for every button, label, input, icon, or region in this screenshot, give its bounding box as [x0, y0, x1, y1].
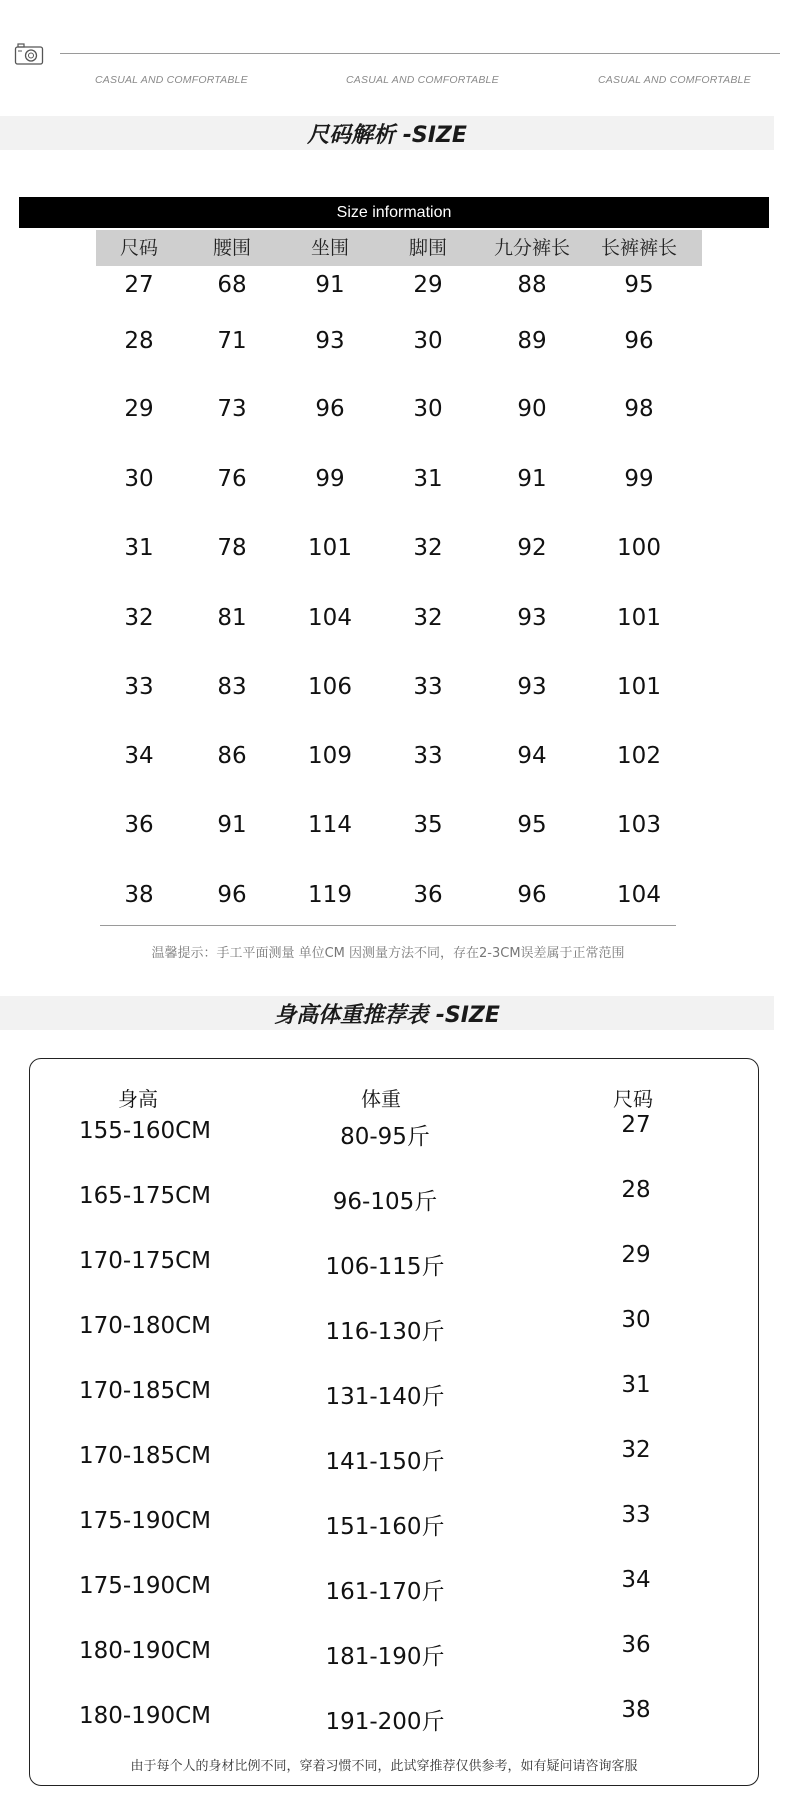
table-cell: 38: [124, 882, 154, 908]
table-cell: 71: [217, 328, 247, 354]
table-row: [0, 1372, 790, 1412]
table-cell: 29: [413, 272, 443, 298]
table-cell: 73: [217, 396, 247, 422]
table-cell: 170-175CM: [78, 1248, 212, 1274]
size-info-bar: Size information: [19, 197, 769, 228]
table-cell: 30: [124, 466, 154, 492]
table-cell: 38: [621, 1697, 651, 1723]
table-cell: 94: [517, 743, 547, 769]
column-header: 尺码: [613, 1087, 653, 1111]
table-row: [0, 1502, 790, 1542]
table-cell: 101: [617, 605, 661, 631]
table-cell: 28: [124, 328, 154, 354]
table-cell: 30: [413, 328, 443, 354]
table-cell: 102: [617, 743, 661, 769]
table-cell: 96: [517, 882, 547, 908]
table-cell: 29: [124, 396, 154, 422]
column-header: 身高: [118, 1087, 158, 1111]
table-cell: 78: [217, 535, 247, 561]
table-cell: 104: [617, 882, 661, 908]
table-cell: 34: [124, 743, 154, 769]
table-cell: 151-160斤: [325, 1514, 445, 1540]
table-cell: 80-95斤: [340, 1124, 430, 1150]
table-cell: 180-190CM: [78, 1638, 212, 1664]
table-cell: 32: [124, 605, 154, 631]
table-cell: 32: [621, 1437, 651, 1463]
table-cell: 92: [517, 535, 547, 561]
table-cell: 91: [315, 272, 345, 298]
table-cell: 30: [413, 396, 443, 422]
table-row: [0, 674, 790, 714]
table-cell: 96: [315, 396, 345, 422]
table-cell: 35: [413, 812, 443, 838]
table-cell: 33: [413, 743, 443, 769]
table-cell: 96: [217, 882, 247, 908]
table-cell: 106-115斤: [325, 1254, 445, 1280]
table-cell: 170-185CM: [78, 1378, 212, 1404]
table-cell: 29: [621, 1242, 651, 1268]
table-cell: 155-160CM: [78, 1118, 212, 1144]
table-cell: 109: [308, 743, 352, 769]
column-header: 腰围: [212, 237, 252, 259]
table-row: [0, 1242, 790, 1282]
column-header: 长裤裤长: [600, 237, 678, 259]
table-cell: 36: [124, 812, 154, 838]
table-cell: 32: [413, 535, 443, 561]
recommend-note: 由于每个人的身材比例不同，穿着习惯不同，此试穿推荐仅供参考，如有疑问请咨询客服: [130, 1759, 638, 1774]
table-cell: 90: [517, 396, 547, 422]
column-header: 九分裤长: [493, 237, 571, 259]
table-cell: 95: [517, 812, 547, 838]
table-cell: 36: [413, 882, 443, 908]
recommend-table-header: [0, 1083, 790, 1111]
table-row: [0, 466, 790, 506]
size-table-header: [96, 230, 702, 266]
table-cell: 101: [617, 674, 661, 700]
table-row: [0, 1112, 790, 1152]
table-cell: 31: [124, 535, 154, 561]
table-cell: 103: [617, 812, 661, 838]
table-cell: 95: [624, 272, 654, 298]
table-cell: 96: [624, 328, 654, 354]
camera-icon: [14, 42, 44, 66]
table-row: [0, 328, 790, 368]
table-row: [0, 882, 790, 922]
table-cell: 98: [624, 396, 654, 422]
table-cell: 93: [517, 605, 547, 631]
table-cell: 106: [308, 674, 352, 700]
table-cell: 86: [217, 743, 247, 769]
table-cell: 91: [517, 466, 547, 492]
size-section-title: 尺码解析 -SIZE: [0, 116, 774, 150]
table-cell: 175-190CM: [78, 1508, 212, 1534]
table-cell: 99: [624, 466, 654, 492]
column-header: 脚围: [408, 237, 448, 259]
tagline: CASUAL AND COMFORTABLE: [95, 74, 248, 86]
table-cell: 114: [308, 812, 352, 838]
size-note: 温馨提示：手工平面测量 单位CM 因测量方法不同，存在2-3CM误差属于正常范围: [151, 946, 625, 961]
table-cell: 181-190斤: [325, 1644, 445, 1670]
table-cell: 175-190CM: [78, 1573, 212, 1599]
table-cell: 27: [124, 272, 154, 298]
table-row: [0, 605, 790, 645]
table-cell: 33: [413, 674, 443, 700]
table-cell: 30: [621, 1307, 651, 1333]
table-cell: 131-140斤: [325, 1384, 445, 1410]
table-cell: 31: [413, 466, 443, 492]
table-row: [0, 1177, 790, 1217]
header-divider: [60, 53, 780, 54]
table-cell: 32: [413, 605, 443, 631]
table-cell: 119: [308, 882, 352, 908]
table-cell: 31: [621, 1372, 651, 1398]
table-cell: 116-130斤: [325, 1319, 445, 1345]
table-cell: 165-175CM: [78, 1183, 212, 1209]
table-cell: 141-150斤: [325, 1449, 445, 1475]
table-cell: 104: [308, 605, 352, 631]
table-cell: 28: [621, 1177, 651, 1203]
table-cell: 101: [308, 535, 352, 561]
tagline: CASUAL AND COMFORTABLE: [598, 74, 751, 86]
table-row: [0, 1437, 790, 1477]
table-cell: 76: [217, 466, 247, 492]
table-cell: 93: [315, 328, 345, 354]
table-cell: 68: [217, 272, 247, 298]
table-cell: 83: [217, 674, 247, 700]
table-cell: 99: [315, 466, 345, 492]
table-cell: 88: [517, 272, 547, 298]
table-cell: 170-185CM: [78, 1443, 212, 1469]
table-cell: 36: [621, 1632, 651, 1658]
tagline: CASUAL AND COMFORTABLE: [346, 74, 499, 86]
table-row: [0, 1567, 790, 1607]
table-cell: 100: [617, 535, 661, 561]
table-cell: 33: [124, 674, 154, 700]
column-header: 尺码: [119, 237, 159, 259]
table-row: [0, 272, 790, 312]
table-cell: 161-170斤: [325, 1579, 445, 1605]
recommend-section-title: 身高体重推荐表 -SIZE: [0, 996, 774, 1030]
recommend-table-box: [29, 1058, 759, 1786]
table-cell: 91: [217, 812, 247, 838]
table-cell: 96-105斤: [332, 1189, 438, 1215]
column-header: 坐围: [310, 237, 350, 259]
table-cell: 170-180CM: [78, 1313, 212, 1339]
size-table-divider: [100, 925, 676, 926]
table-cell: 81: [217, 605, 247, 631]
table-cell: 180-190CM: [78, 1703, 212, 1729]
table-cell: 27: [621, 1112, 651, 1138]
table-row: [0, 1307, 790, 1347]
table-cell: 93: [517, 674, 547, 700]
table-row: [0, 535, 790, 575]
table-cell: 34: [621, 1567, 651, 1593]
table-row: [0, 743, 790, 783]
table-row: [0, 1632, 790, 1672]
column-header: 体重: [361, 1087, 401, 1111]
table-cell: 33: [621, 1502, 651, 1528]
table-row: [0, 396, 790, 436]
table-row: [0, 812, 790, 852]
table-row: [0, 1697, 790, 1737]
table-cell: 191-200斤: [325, 1709, 445, 1735]
table-cell: 89: [517, 328, 547, 354]
